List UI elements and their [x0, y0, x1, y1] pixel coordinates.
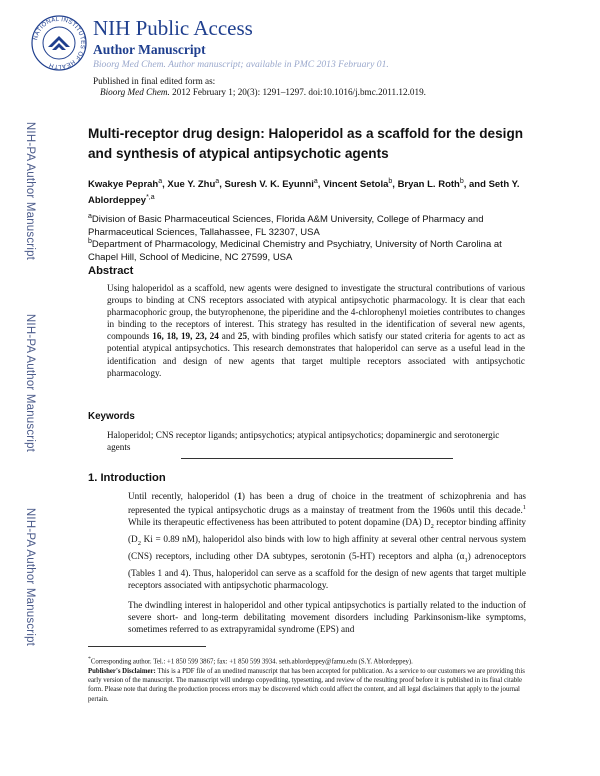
author: Seth Y. Ablordeppey: [88, 179, 520, 207]
article-title: Multi-receptor drug design: Haloperidol as a scaffold for the design and synthesis of atypical antipsychotic agents: [88, 126, 524, 161]
svg-text:NATIONAL INSTITUTES OF HEALTH: [33, 17, 85, 69]
sidebar-watermark-bottom: NIH-PA Author Manuscript: [24, 507, 36, 647]
citation-details: 2012 February 1; 20(3): 1291–1297. doi:10.1016/j.bmc.2011.12.019.: [169, 87, 426, 97]
published-label: Published in final edited form as:: [93, 76, 216, 86]
introduction-paragraph-1: Until recently, haloperidol (1) has been a drug of choice in the treatment of schizophrenia and has represented the typical antipsychotic drugs as a mainstay of treatment from the 1960s until this decade.$^1$ While its therapeutic effectiveness has been attributed to potent dopamine (DA) $D_2$ receptor binding affinity ($D_2$ Ki = 0.89 nM), haloperidol also binds with low to high affinity at several other central nervous system (CNS) receptors, including other DA subtypes, serotonin (5-HT) receptors and alpha $(\alpha_1)$ adrenoceptors (Tables 1 and 4). Thus, haloperidol can serve as a scaffold for the design of new agents that target multiple receptors associated with antipsychotic pharmacology.: [128, 491, 526, 591]
corresponding-author-footnote: *Corresponding author. Tel.: +1 850 599 3867; fax: +1 850 599 3934. seth.ablordeppey@famu.edu (S.Y. Ablordeppey).: [88, 656, 413, 666]
section-divider: [181, 458, 453, 459]
author-manuscript-label: Author Manuscript: [93, 42, 206, 57]
author: Bryan L. Roth: [397, 179, 460, 191]
abstract-text: Using haloperidol as a scaffold, new agents were designed to investigate the structural contributions of various groups to binding at CNS receptors associated with atypical antipsychotic pharmacology. It is clear that each pharmacophoric group, the butyrophenone, the piperidine and the 4-chlorophenyl moieties contributes to changes in binding to the receptors of interest. This strategy has resulted in the identification of several new agents, compounds 16, 18, 19, 23, 24 and 25, with binding profiles which satisfy our stated criteria for agents to act as potential atypical antipsychotics. This research demonstrates that haloperidol can serve as a useful lead in the identification and design of new agents that target multiple receptors associated with antipsychotic pharmacology.: [107, 283, 526, 378]
keywords-text: Haloperidol; CNS receptor ligands; antipsychotics; atypical antipsychotics; dopaminergic and serotonergic agents: [107, 430, 500, 453]
publisher-disclaimer: Publisher's Disclaimer: This is a PDF file of an unedited manuscript that has been accepted for publication. As a service to our customers we are providing this early version of the manuscript. The manuscript will undergo copyediting, typesetting, and review of the resulting proof before it is published in its final citable form. Please note that during the production process errors may be discovered which could affect the content, and all legal disclaimers that apply to the journal pertain.: [88, 668, 525, 703]
affiliation-b: $^b$Department of Pharmacology, Medicinal Chemistry and Psychiatry, University of North Carolina at Chapel Hill, School of Medicine, NC 27599, USA: [88, 238, 502, 264]
introduction-heading: 1. Introduction: [88, 472, 166, 484]
author: Xue Y. Zhu: [167, 179, 216, 191]
author-list: Kwakye Peprah$^a$, Xue Y. Zhu$^a$, Suresh V. K. Eyunni$^a$, Vincent Setola$^b$, Bryan L. Roth$^b$, and Seth Y. Ablordeppey$^{*,a}$: [88, 178, 520, 207]
citation-journal: Bioorg Med Chem.: [100, 87, 170, 97]
reference-marker[interactable]: 1: [522, 504, 526, 512]
abstract-heading: Abstract: [88, 265, 134, 277]
sidebar-watermark-middle: NIH-PA Author Manuscript: [24, 313, 36, 453]
footnote-rule: [88, 646, 206, 647]
citation-line: [100, 87, 426, 97]
introduction-paragraph-2: The dwindling interest in haloperidol and other typical antipsychotics is partially related to the induction of severe short- and long-term debilitating movement disorders including Parkinsonism-like symptoms, sometimes referred to as extrapyramidal syndrome (EPS) and: [128, 600, 526, 635]
logo-ring-text: NATIONAL INSTITUTES OF HEALTH: [33, 16, 86, 70]
keywords-heading: Keywords: [88, 411, 135, 422]
journal-availability-line: Bioorg Med Chem. Author manuscript; available in PMC 2013 February 01.: [93, 59, 389, 70]
author: Suresh V. K. Eyunni: [224, 179, 314, 191]
nih-public-access-title: NIH Public Access: [93, 16, 253, 40]
nih-logo: [30, 14, 88, 72]
author: Kwakye Peprah: [88, 179, 159, 191]
affiliation-a: $^a$Division of Basic Pharmaceutical Sciences, Florida A&M University, College of Pharmacy and Pharmaceutical Sciences, Tallahassee, FL 32307, USA: [88, 213, 484, 239]
sidebar-watermark-top: NIH-PA Author Manuscript: [24, 121, 36, 261]
author: Vincent Setola: [323, 179, 389, 191]
